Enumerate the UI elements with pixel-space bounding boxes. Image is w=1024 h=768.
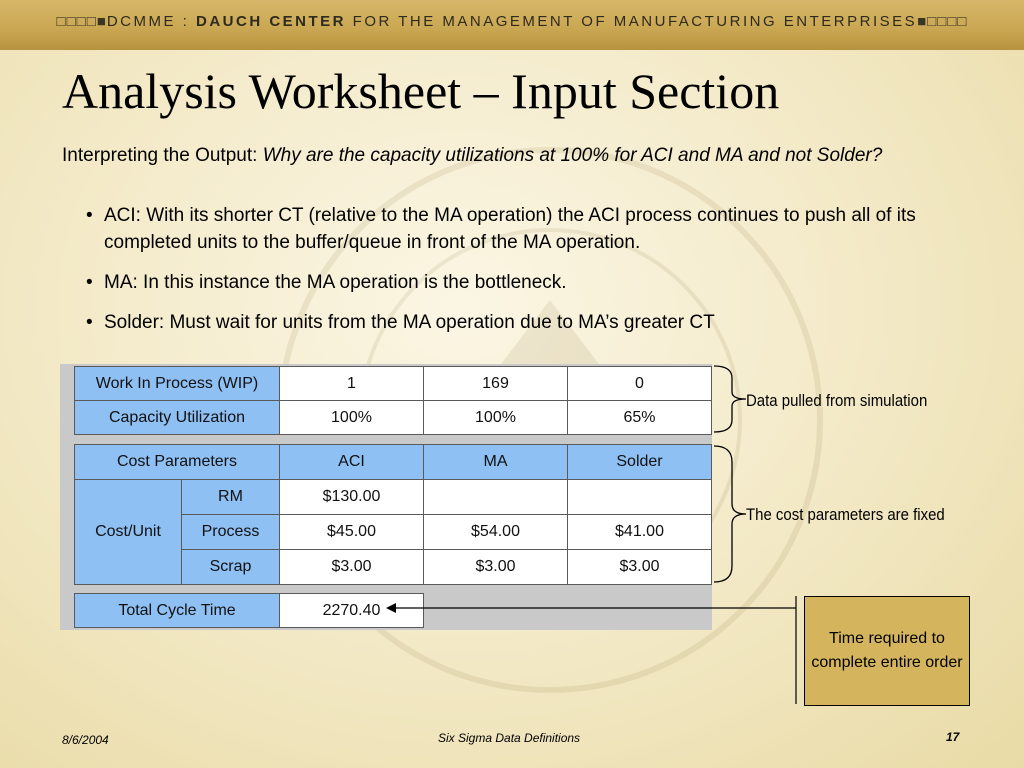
header-text <box>0 13 1024 30</box>
cycle-time-callout: Time required to complete entire order <box>804 596 970 706</box>
row-label: Scrap <box>182 550 280 585</box>
row-label: Total Cycle Time <box>75 594 280 628</box>
header-suffix-squares: ■□□□□ <box>917 13 968 30</box>
row-label: Capacity Utilization <box>75 401 280 435</box>
cycle-time-table <box>74 593 424 628</box>
column-header-solder: Solder <box>568 445 712 480</box>
table-cell[interactable]: 0 <box>568 367 712 401</box>
table-cell[interactable]: 65% <box>568 401 712 435</box>
total-cycle-time-value[interactable]: 2270.40 <box>280 594 424 628</box>
table-cell[interactable]: $3.00 <box>424 550 568 585</box>
header-org-short: DCMME : <box>106 13 196 30</box>
table-cell[interactable]: 169 <box>424 367 568 401</box>
column-header-aci: ACI <box>280 445 424 480</box>
row-label: Work In Process (WIP) <box>75 367 280 401</box>
footer-date: 8/6/2004 <box>62 733 109 747</box>
header-prefix-squares: □□□□■ <box>56 13 107 30</box>
subtitle-lead: Interpreting the Output: <box>62 145 263 166</box>
fixed-costs-note: The cost parameters are fixed <box>746 505 945 524</box>
footer-title: Six Sigma Data Definitions <box>438 731 581 745</box>
table-header-row <box>75 445 712 480</box>
table-cell[interactable] <box>568 480 712 515</box>
subtitle <box>62 142 942 169</box>
header-bar <box>0 0 1024 50</box>
table-cell[interactable]: $45.00 <box>280 515 424 550</box>
table-cell[interactable] <box>424 480 568 515</box>
table-cell[interactable]: $3.00 <box>568 550 712 585</box>
table-row <box>75 401 712 435</box>
bullet-item <box>86 269 1006 296</box>
connector-arrow-icon <box>380 590 810 710</box>
output-table <box>74 366 712 435</box>
table-cell[interactable]: $41.00 <box>568 515 712 550</box>
subtitle-question: Why are the capacity utilizations at 100% for ACI and MA and not Solder? <box>262 145 883 166</box>
header-center-name: DAUCH CENTER <box>196 13 346 30</box>
bullet-item <box>86 309 1006 336</box>
table-row <box>75 367 712 401</box>
page-title: Analysis Worksheet – Input Section <box>62 63 780 119</box>
table-cell[interactable]: $3.00 <box>280 550 424 585</box>
table-cell[interactable]: $130.00 <box>280 480 424 515</box>
row-label: Process <box>182 515 280 550</box>
row-label: RM <box>182 480 280 515</box>
table-row <box>75 480 712 515</box>
bullet-text: ACI: With its shorter CT (relative to the MA operation) the ACI process continues to push all of its completed units to the buffer/queue in front of the MA operation. <box>104 205 916 253</box>
cost-parameters-header: Cost Parameters <box>75 445 280 480</box>
bullet-dot-icon: • <box>86 272 93 293</box>
column-header-ma: MA <box>424 445 568 480</box>
cost-parameters-table <box>74 444 712 585</box>
table-cell[interactable]: 100% <box>280 401 424 435</box>
table-cell[interactable]: 100% <box>424 401 568 435</box>
header-rest: FOR THE MANAGEMENT OF MANUFACTURING ENTERPRISES <box>346 13 918 30</box>
table-cell[interactable]: 1 <box>280 367 424 401</box>
table-cell[interactable]: $54.00 <box>424 515 568 550</box>
bullet-text: MA: In this instance the MA operation is the bottleneck. <box>104 272 567 293</box>
cost-unit-group-label: Cost/Unit <box>75 480 182 585</box>
simulation-note: Data pulled from simulation <box>746 391 928 410</box>
bullet-dot-icon: • <box>86 205 93 226</box>
bullet-dot-icon: • <box>86 312 93 333</box>
bullet-list <box>86 202 1006 349</box>
page-number: 17 <box>946 730 960 744</box>
table-row <box>75 594 424 628</box>
bullet-item <box>86 202 1006 256</box>
bullet-text: Solder: Must wait for units from the MA operation due to MA’s greater CT <box>104 312 715 333</box>
